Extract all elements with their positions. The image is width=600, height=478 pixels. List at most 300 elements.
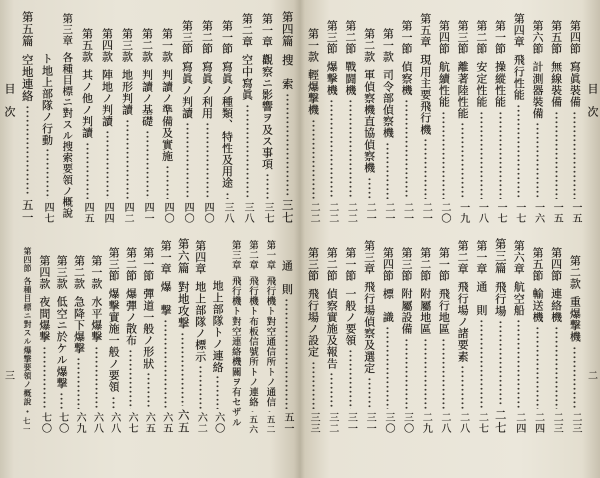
- toc-entry-label: 第四款: [100, 28, 114, 63]
- dot-leader: [26, 409, 29, 414]
- toc-entry-title: 地形判讀: [120, 69, 134, 116]
- toc-entry-label: 第二款: [72, 255, 86, 290]
- toc-entry-title: 偵察實施及報告: [325, 288, 339, 370]
- dot-leader: [517, 104, 520, 199]
- toc-entry-continued: [39, 11, 55, 224]
- dot-leader: [461, 365, 464, 408]
- toc-entry: [361, 238, 377, 434]
- toc-entry: [436, 11, 452, 224]
- toc-entry-label: 第二章: [240, 13, 254, 48]
- toc-entry: [492, 11, 508, 224]
- dot-leader: [480, 319, 483, 409]
- toc-entry-page: 四一: [142, 201, 154, 224]
- toc-entry-page: 三一: [345, 411, 357, 434]
- toc-entry-title: 離著陸性能: [456, 61, 470, 120]
- dot-leader: [368, 377, 371, 409]
- toc-entry-title: 航續性能: [437, 61, 451, 108]
- toc-entry-page: 二一: [364, 201, 376, 224]
- dot-leader: [112, 396, 115, 409]
- toc-entry: [567, 11, 583, 224]
- toc-entry: [511, 11, 527, 224]
- toc-entry-label: 第三章: [229, 240, 241, 270]
- toc-entry-label: 第二款: [362, 28, 376, 63]
- toc-entry-title: 爆彈ノ散布: [124, 288, 138, 347]
- dot-leader: [349, 99, 352, 199]
- toc-entry-title: 搜 索: [280, 53, 295, 90]
- toc-entry-label: 第三篇: [493, 238, 508, 274]
- toc-entry: [342, 238, 358, 434]
- toc-entry-label: 第四款: [37, 255, 51, 290]
- toc-entry-title: 飛行機ト布板信號所トノ連絡: [247, 275, 259, 407]
- toc-upper-block: [305, 11, 583, 224]
- toc-entry-label: 第二節: [124, 247, 138, 282]
- toc-entry: [548, 238, 564, 434]
- toc-entry: [455, 11, 471, 224]
- toc-entry-label: 第一節: [493, 20, 507, 55]
- dot-leader: [573, 346, 576, 409]
- toc-entry-title: 航空船: [512, 281, 526, 316]
- toc-entry-title: 空地連絡: [20, 53, 35, 102]
- toc-entry-title: 低空ニ於ケル爆撃: [55, 296, 69, 389]
- toc-entry-label: 第三節: [180, 20, 194, 55]
- toc-entry: [79, 11, 95, 224]
- toc-entry-page: 六二: [195, 411, 207, 434]
- toc-entry: [19, 11, 35, 224]
- toc-entry-label: 第五節: [549, 20, 563, 55]
- toc-entry: [455, 238, 471, 434]
- toc-entry-page: 二二: [308, 201, 320, 224]
- toc-entry: [71, 238, 87, 434]
- toc-entry: [140, 238, 156, 434]
- toc-entry: [36, 238, 52, 434]
- toc-entry-label: 第四篇: [280, 11, 295, 47]
- dot-leader: [86, 142, 89, 199]
- toc-entry: [473, 11, 489, 224]
- dot-leader: [266, 173, 269, 199]
- dot-leader: [405, 338, 408, 409]
- toc-entry-page: 一六: [532, 201, 544, 224]
- toc-entry: [239, 11, 255, 224]
- dot-leader: [126, 119, 129, 199]
- toc-entry-title: 對地攻撃: [176, 280, 191, 329]
- toc-entry: [139, 11, 155, 224]
- dot-leader: [95, 346, 98, 409]
- dot-leader: [480, 111, 483, 199]
- toc-entry: [324, 11, 340, 224]
- toc-entry-page: 六九: [74, 411, 86, 434]
- toc-entry-label: 第一款: [160, 28, 174, 63]
- toc-entry-title: 計測器裝備: [530, 61, 544, 120]
- toc-entry-label: 第二章: [247, 240, 259, 270]
- toc-entry-title: 飛行地區: [437, 288, 451, 335]
- toc-entry-page: 一七: [513, 201, 525, 224]
- toc-entry: [227, 238, 243, 434]
- toc-entry: [548, 11, 564, 224]
- toc-entry-title: 司令部偵察機: [381, 69, 395, 139]
- dot-leader: [60, 392, 63, 409]
- dot-leader: [349, 349, 352, 409]
- toc-entry-page: 一八: [476, 201, 488, 224]
- toc-entry-label: 第一節: [437, 247, 451, 282]
- page-folio: 二: [588, 371, 598, 382]
- toc-entry-page: 一七: [495, 201, 507, 224]
- toc-entry-label: 第四節: [568, 20, 582, 55]
- toc-entry-label: 第一章: [260, 13, 274, 48]
- dot-leader: [573, 111, 576, 199]
- toc-entry-title: 操縱性能: [493, 61, 507, 108]
- running-head: 目次: [3, 83, 16, 129]
- toc-entry-title: 判讀ノ基礎: [140, 69, 154, 128]
- toc-entry: [19, 238, 35, 434]
- toc-entry-title: 軍偵察機直協偵察機: [362, 69, 376, 174]
- running-head: 目次: [586, 83, 599, 129]
- toc-entry: [192, 238, 208, 434]
- toc-entry: [380, 238, 396, 434]
- toc-entry-label: 第一章: [264, 240, 276, 270]
- toc-entry: [399, 11, 415, 224]
- toc-entry-title: 寫眞ノ判讀: [180, 61, 194, 120]
- toc-entry-page: 五六: [247, 414, 258, 434]
- toc-entry-title: 飛行機ト對空連絡機關ヲ有セザル: [229, 275, 241, 428]
- toc-entry-label: 第二節: [474, 20, 488, 55]
- toc-lower-block: [305, 238, 583, 434]
- dot-leader: [330, 99, 333, 199]
- dot-leader: [147, 372, 150, 408]
- toc-entry-label: 第一款: [306, 28, 320, 63]
- toc-entry-page: 一五: [569, 201, 581, 224]
- toc-entry-title: ト地上部隊ノ行動: [40, 52, 54, 146]
- toc-entry: [305, 238, 321, 434]
- toc-entry-label: 第三節: [400, 247, 414, 282]
- toc-entry-label: 第二章: [456, 240, 470, 275]
- dot-leader: [536, 122, 539, 199]
- dot-leader: [286, 93, 289, 196]
- toc-entry-page: 四七: [42, 201, 54, 224]
- toc-entry-label: 第一章: [159, 240, 173, 275]
- toc-entry-page: 六五: [160, 411, 172, 434]
- toc-entry: [99, 11, 115, 224]
- toc-entry-title: 偵察機: [400, 61, 414, 96]
- toc-entry-label: 第二款: [140, 28, 154, 63]
- toc-entry-page: 三八: [242, 201, 254, 224]
- toc-entry-title: 無線裝備: [549, 61, 563, 108]
- toc-entry-title: 飛行場ノ諸要素: [456, 281, 470, 363]
- toc-entry-title: 地上部隊トノ連絡: [211, 279, 225, 373]
- dot-leader: [106, 130, 109, 199]
- toc-entry-title: 輕爆撃機: [306, 69, 320, 116]
- toc-entry-page: 一五: [551, 201, 563, 224]
- toc-entry-page: 二三: [569, 411, 581, 434]
- toc-entry-page: 二四: [513, 411, 525, 434]
- dot-leader: [129, 349, 132, 409]
- toc-entry-label: 第二節: [418, 247, 432, 282]
- toc-entry-label: 第二節: [200, 20, 214, 55]
- toc-entry-label: 第四節: [549, 247, 563, 282]
- toc-entry-label: 第三節: [456, 20, 470, 55]
- toc-entry-label: 第一節: [141, 247, 155, 282]
- toc-entry: [219, 11, 235, 224]
- dot-leader: [442, 338, 445, 409]
- toc-entry-title: 地上部隊ノ標示: [193, 281, 207, 363]
- dot-leader: [186, 122, 189, 199]
- toc-entry: [567, 238, 583, 434]
- toc-entry-title: 輸送機: [530, 288, 544, 323]
- toc-entry: [106, 238, 122, 434]
- toc-entry: [119, 11, 135, 224]
- toc-entry-label: 第五篇: [20, 11, 35, 47]
- toc-entry-label: 第四章: [193, 240, 207, 275]
- toc-entry-title: 其ノ他ノ判讀: [80, 69, 94, 139]
- toc-entry: [436, 238, 452, 434]
- toc-entry: [262, 238, 278, 434]
- toc-entry-page: 二八: [457, 411, 469, 434]
- toc-entry-label: 第五款: [80, 28, 94, 63]
- toc-entry-title: 爆撃機: [325, 61, 339, 96]
- dot-leader: [46, 148, 49, 198]
- dot-leader: [424, 138, 427, 198]
- toc-entry-page: 三七: [262, 201, 274, 224]
- toc-entry-page: 七〇: [56, 411, 68, 434]
- dot-leader: [43, 346, 46, 409]
- toc-entry-continued: [210, 238, 226, 434]
- toc-entry-page: 六五: [176, 409, 191, 434]
- toc-entry-page: 六五: [143, 411, 155, 434]
- toc-entry: [492, 238, 508, 434]
- toc-entry: [399, 238, 415, 434]
- dot-leader: [226, 192, 229, 199]
- toc-entry-page: 五二: [264, 414, 275, 434]
- dot-leader: [368, 177, 371, 199]
- toc-entry-title: 彈道一般ノ形狀: [141, 288, 155, 370]
- toc-entry-label: 第四章: [512, 13, 526, 48]
- dot-leader: [424, 338, 427, 409]
- toc-entry-label: 第四節: [381, 247, 395, 282]
- toc-entry-label: 第三款: [55, 255, 69, 290]
- toc-entry-label: 第三節: [306, 247, 320, 282]
- toc-entry-page: 七〇: [39, 411, 51, 434]
- toc-upper-block: [19, 11, 295, 224]
- toc-entry-page: 二一: [420, 201, 432, 224]
- toc-entry-label: 第二款: [568, 255, 582, 290]
- toc-entry-page: 二七: [476, 411, 488, 434]
- toc-entry-title: 飛行場偵察及選定: [362, 281, 376, 374]
- toc-entry-page: 七一: [22, 417, 32, 434]
- toc-entry-page: 三〇: [382, 411, 394, 434]
- toc-entry-title: 附屬設備: [400, 288, 414, 335]
- page-folio: 三: [5, 371, 15, 382]
- toc-entry-title: 連絡機: [549, 288, 563, 323]
- toc-entry-label: 第三節: [107, 247, 121, 282]
- toc-entry-page: 三八: [222, 201, 234, 224]
- toc-entry: [279, 238, 295, 434]
- toc-entry-page: 三二: [326, 411, 338, 434]
- toc-entry: [529, 11, 545, 224]
- toc-entry-page: 三三: [308, 411, 320, 434]
- toc-entry-page: 二二: [345, 201, 357, 224]
- toc-entry: [199, 11, 215, 224]
- dot-leader: [251, 410, 254, 412]
- toc-entry-title: 通 則: [474, 281, 488, 316]
- toc-entry-title: 飛行場: [493, 280, 508, 317]
- toc-entry: [529, 238, 545, 434]
- toc-entry-page: 六八: [91, 411, 103, 434]
- dot-leader: [181, 332, 184, 406]
- toc-entry-label: 第一節: [220, 20, 234, 55]
- toc-lower-block: [19, 238, 295, 434]
- toc-entry-title: 現用主要飛行機: [418, 54, 432, 136]
- dot-leader: [536, 326, 539, 409]
- toc-entry: [88, 238, 104, 434]
- toc-entry-page: 四〇: [202, 201, 214, 224]
- toc-entry-page: 四四: [102, 201, 114, 224]
- toc-entry-title: 爆撃實施一般ノ要領: [107, 288, 121, 393]
- dot-leader: [285, 298, 288, 409]
- toc-entry-title: 爆 撃: [159, 281, 173, 316]
- right-page: [301, 0, 600, 478]
- toc-entry-label: 第五節: [530, 247, 544, 282]
- dot-leader: [330, 372, 333, 408]
- toc-entry: [305, 11, 321, 224]
- toc-entry-page: 二三: [551, 411, 563, 434]
- dot-leader: [405, 99, 408, 199]
- toc-entry-title: 寫眞ノ利用: [200, 61, 214, 120]
- toc-entry-label: 第六篇: [176, 238, 191, 274]
- toc-entry-page: 四〇: [162, 201, 174, 224]
- toc-entry-title: 安定性能: [474, 61, 488, 108]
- toc-entry-title: 戰闘機: [343, 61, 357, 96]
- toc-entry: [175, 238, 191, 434]
- toc-entry-label: 第三款: [120, 28, 134, 63]
- dot-leader: [555, 111, 558, 199]
- toc-entry: [417, 238, 433, 434]
- toc-entry: [54, 238, 70, 434]
- toc-entry-title: 飛行機ト對空通信所トノ通信: [264, 275, 276, 407]
- toc-entry-title: 通 則: [280, 260, 294, 295]
- toc-entry-title: 標 識: [381, 288, 395, 323]
- toc-entry-page: 二九: [420, 411, 432, 434]
- toc-entry-label: 第一節: [343, 247, 357, 282]
- toc-entry-title: 夜間爆撃: [37, 296, 51, 343]
- dot-leader: [442, 111, 445, 199]
- toc-entry-page: 五一: [281, 411, 293, 434]
- toc-entry: [159, 11, 175, 224]
- dot-leader: [77, 357, 80, 409]
- toc-entry-title: 寫眞裝備: [568, 61, 582, 108]
- toc-entry: [417, 11, 433, 224]
- toc-entry-page: 三〇: [401, 411, 413, 434]
- dot-leader: [312, 361, 315, 409]
- dot-leader: [268, 410, 271, 412]
- toc-entry-label: 第四節: [437, 20, 451, 55]
- toc-entry-title: 一般ノ要領: [343, 288, 357, 347]
- toc-entry: [179, 11, 195, 224]
- toc-entry-page: 二一: [382, 201, 394, 224]
- toc-entry-page: 二一: [401, 201, 413, 224]
- toc-entry-label: 第二節: [343, 20, 357, 55]
- dot-leader: [199, 365, 202, 408]
- dot-leader: [166, 165, 169, 199]
- toc-entry-page: 二四: [532, 411, 544, 434]
- toc-entry: [244, 238, 260, 434]
- toc-entry-title: 水平爆撃: [89, 296, 103, 343]
- toc-entry-label: 第六節: [530, 20, 544, 55]
- toc-entry: [473, 238, 489, 434]
- toc-entry-label: 第三章: [362, 240, 376, 275]
- toc-entry-title: 各種目標ニ對スル爆撃要領ノ概說: [23, 277, 32, 407]
- toc-entry-page: 二七: [493, 409, 508, 434]
- toc-entry-page: 三一: [364, 411, 376, 434]
- dot-leader: [312, 119, 315, 199]
- dot-leader: [386, 142, 389, 199]
- left-page-margin: [1, 0, 17, 478]
- dot-leader: [461, 122, 464, 199]
- toc-entry-title: 各種目標ニ對スル搜索要領ノ概說: [61, 52, 74, 219]
- toc-entry: [59, 11, 75, 224]
- toc-entry-label: 第三節: [325, 20, 339, 55]
- toc-entry-label: 第五章: [418, 13, 432, 48]
- toc-entry: [380, 11, 396, 224]
- toc-entry: [324, 238, 340, 434]
- toc-entry: [279, 11, 295, 224]
- toc-entry-page: 三七: [280, 199, 295, 224]
- toc-entry-page: 六七: [126, 411, 138, 434]
- dot-leader: [499, 320, 502, 406]
- toc-entry-page: 六八: [108, 411, 120, 434]
- toc-entry-title: 重爆撃機: [568, 296, 582, 343]
- dot-leader: [517, 319, 520, 409]
- toc-entry-page: 二〇: [438, 201, 450, 224]
- toc-entry: [158, 238, 174, 434]
- toc-entry-title: 飛行場ノ設定: [306, 288, 320, 358]
- toc-entry-title: 附屬地區: [418, 288, 432, 335]
- toc-entry: [259, 11, 275, 224]
- toc-entry-label: 第一章: [474, 240, 488, 275]
- dot-leader: [386, 326, 389, 409]
- toc-entry-page: 四五: [82, 201, 94, 224]
- toc-entry-title: 判讀ノ準備及實施: [160, 69, 174, 162]
- toc-entry-title: 飛行性能: [512, 54, 526, 101]
- dot-leader: [146, 130, 149, 199]
- toc-entry-title: 寫眞ノ種類、特性及用途: [220, 61, 234, 189]
- toc-entry-page: 五一: [20, 199, 35, 224]
- dot-leader: [555, 326, 558, 409]
- toc-entry-label: 第四節: [23, 247, 32, 273]
- toc-entry-title: 急降下爆撃: [72, 296, 86, 355]
- toc-entry: [361, 11, 377, 224]
- toc-entry-label: 第一款: [89, 255, 103, 290]
- dot-leader: [499, 111, 502, 199]
- dot-leader: [246, 104, 249, 199]
- toc-entry-label: 第一款: [381, 28, 395, 63]
- right-page-margin: [584, 0, 600, 478]
- toc-entry: [342, 11, 358, 224]
- dot-leader: [26, 105, 29, 196]
- toc-entry-title: 陣地ノ判讀: [100, 69, 114, 128]
- dot-leader: [206, 122, 209, 199]
- toc-entry-title: 空中寫眞: [240, 54, 254, 101]
- dot-leader: [164, 319, 167, 409]
- toc-entry-label: 第二節: [325, 247, 339, 282]
- toc-entry: [123, 238, 139, 434]
- toc-entry-page: 六〇: [212, 411, 224, 434]
- toc-entry-page: 二二: [326, 201, 338, 224]
- toc-entry-page: 四二: [122, 201, 134, 224]
- toc-entry-page: 四〇: [182, 201, 194, 224]
- dot-leader: [216, 375, 219, 408]
- toc-entry-page: 一九: [457, 201, 469, 224]
- toc-entry-title: 觀察ニ影響ヲ及ス事項: [260, 54, 274, 171]
- left-page: [0, 0, 299, 478]
